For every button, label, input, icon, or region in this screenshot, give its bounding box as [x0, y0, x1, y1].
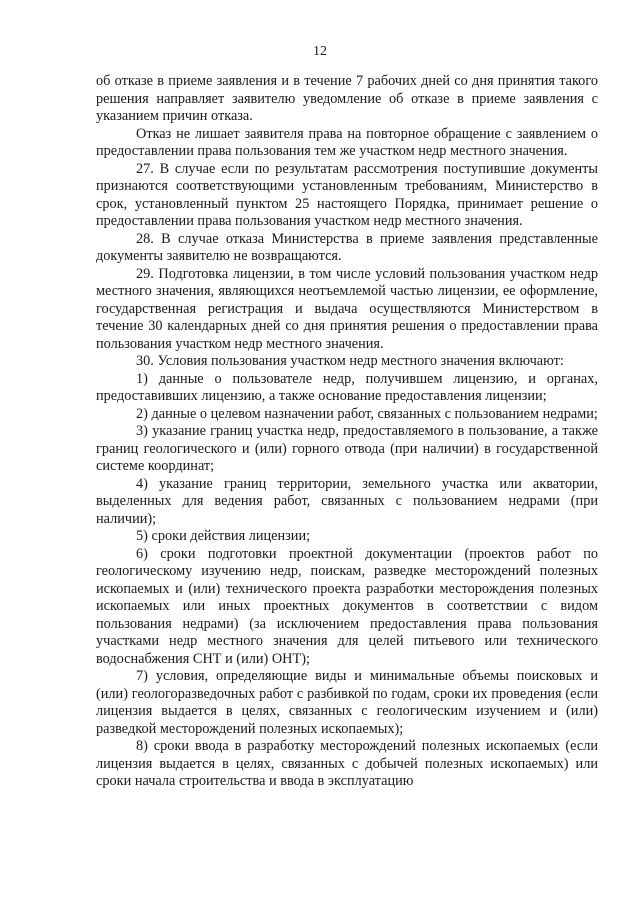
list-item-6: 6) сроки подготовки проектной документации (проектов работ по геологическому изучению недр, поискам, разведке месторождений полезных ископаемых и (или) технического проекта разработки месторождения полезных ископаемых или иных проектных документов в соответствии с видом пользования недрами) (за исключением предоставления права пользования участками недр местного значения для целей питьевого или технического водоснабжения СНТ и (или) ОНТ);: [96, 545, 598, 667]
document-body: [96, 73, 598, 791]
paragraph-continuation: об отказе в приеме заявления и в течение 7 рабочих дней со дня принятия такого решения направляет заявителю уведомление об отказе в приеме заявления с указанием причин отказа.: [96, 73, 598, 124]
list-item-2: 2) данные о целевом назначении работ, связанных с пользованием недрами;: [136, 405, 598, 422]
paragraph-28: 28. В случае отказа Министерства в приеме заявления представленные документы заявителю не возвращаются.: [96, 230, 598, 264]
list-item-7: 7) условия, определяющие виды и минимальные объемы поисковых и (или) геологоразведочных работ с разбивкой по годам, сроки их проведения (если лицензия выдается в целях, связанных с геологическим изучением и (или) разведкой месторождений полезных ископаемых);: [96, 668, 598, 737]
paragraph-27: 27. В случае если по результатам рассмотрения поступившие документы признаются соответствующими установленным требованиям, Министерство в срок, установленный пунктом 25 настоящего Порядка, принимает решение о предоставлении права пользования участком недр местного значения.: [96, 160, 598, 229]
list-item-1: 1) данные о пользователе недр, получившем лицензию, и органах, предоставивших лицензию, а также основание предоставления лицензии;: [96, 370, 598, 404]
list-item-8: 8) сроки ввода в разработку месторождений полезных ископаемых (если лицензия выдается в целях, связанных с добычей полезных ископаемых) или сроки начала строительства и ввода в эксплуатацию: [96, 738, 598, 789]
list-item-5: 5) сроки действия лицензии;: [136, 528, 311, 544]
paragraph-30: 30. Условия пользования участком недр местного значения включают:: [136, 353, 564, 369]
list-item-4: 4) указание границ территории, земельного участка или акватории, выделенных для ведения работ, связанных с пользованием недрами (при наличии);: [96, 475, 598, 527]
paragraph-refusal-note: Отказ не лишает заявителя права на повторное обращение с заявлением о предоставлении права пользования тем же участком недр местного значения.: [96, 125, 598, 159]
page-number: 12: [313, 44, 327, 59]
paragraph-29: 29. Подготовка лицензии, в том числе условий пользования участком недр местного значения, являющихся неотъемлемой частью лицензии, ее оформление, государственная регистрация и выдача осуществляются Министерством в течение 30 календарных дней со дня принятия решения о предоставлении права пользования участком недр местного значения.: [96, 265, 598, 352]
list-item-3: 3) указание границ участка недр, предоставляемого в пользование, а также границ геологического и (или) горного отвода (при наличии) в государственной системе координат;: [96, 423, 598, 474]
